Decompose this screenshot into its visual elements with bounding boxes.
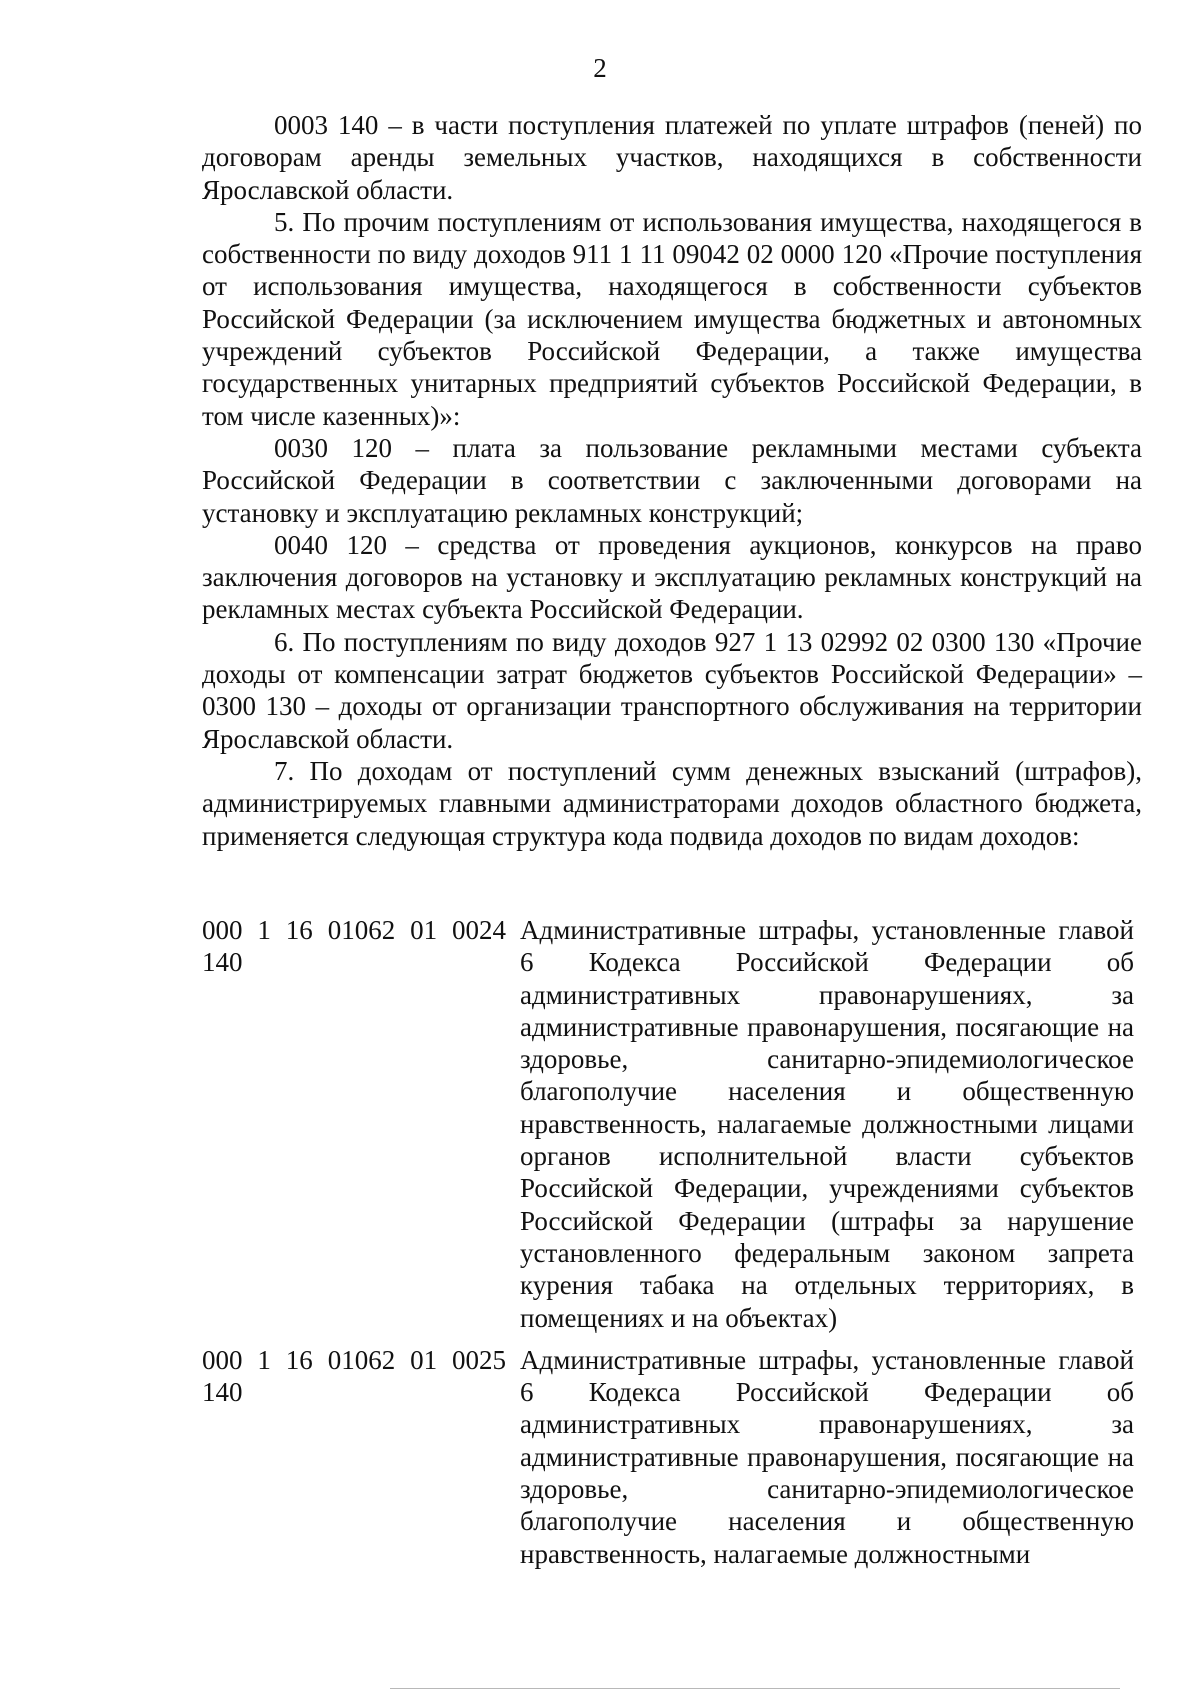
paragraph-item-6: 6. По поступлениям по виду доходов 927 1 13 02992 02 0300 130 «Прочие доходы от компенсации затрат бюджетов субъектов Российской Федерации» – 0300 130 – доходы от организации транспортного обслуживания на территории Ярославской области.: [202, 626, 1142, 754]
income-code: 000 1 16 01062 01 0024 140: [202, 915, 506, 978]
paragraph-0030-120: 0030 120 – плата за пользование рекламными местами субъекта Российской Федерации в соответствии с заключенными договорами на установку и эксплуатацию рекламных конструкций;: [202, 432, 1142, 528]
table-row: [202, 1344, 1134, 1570]
income-code: 000 1 16 01062 01 0025 140: [202, 1344, 506, 1408]
document-body: [202, 109, 1142, 852]
paragraph-0003-140: 0003 140 – в части поступления платежей по уплате штрафов (пеней) по договорам аренды земельных участков, находящихся в собственности Ярославской области.: [202, 110, 1142, 205]
paragraph-item-7: 7. По доходам от поступлений сумм денежных взысканий (штрафов), администрируемых главными администраторами доходов областного бюджета, применяется следующая структура кода подвида доходов по видам доходов:: [202, 755, 1142, 851]
income-code-table: [202, 914, 1134, 1580]
paragraph-item-5: 5. По прочим поступлениям от использования имущества, находящегося в собственности по виду доходов 911 1 11 09042 02 0000 120 «Прочие поступления от использования имущества, находящегося в собственности субъектов Российской Федерации (за исключением имущества бюджетных и автономных учреждений субъектов Российской Федерации, а также имущества государственных унитарных предприятий субъектов Российской Федерации, в том числе казенных)»:: [202, 206, 1142, 431]
paragraph-0040-120: 0040 120 – средства от проведения аукционов, конкурсов на право заключения договоров на установку и эксплуатацию рекламных конструкций на рекламных местах субъекта Российской Федерации.: [202, 529, 1142, 625]
table-row: [202, 914, 1134, 1334]
income-description: Административные штрафы, установленные главой 6 Кодекса Российской Федерации об административных правонарушениях, за административные правонарушения, посягающие на здоровье, санитарно-эпидемиологическое благополучие населения и общественную нравственность, налагаемые должностными лицами органов исполнительной власти субъектов Российской Федерации, учреждениями субъектов Российской Федерации (штрафы за нарушение установленного федеральным законом запрета курения табака на отдельных территориях, в помещениях и на объектах): [520, 915, 1134, 1333]
page-number: 2: [593, 53, 607, 83]
income-description: Административные штрафы, установленные главой 6 Кодекса Российской Федерации об административных правонарушениях, за административные правонарушения, посягающие на здоровье, санитарно-эпидемиологическое благополучие населения и общественную нравственность, налагаемые должностными: [520, 1344, 1134, 1569]
bottom-divider: [390, 1688, 1120, 1689]
